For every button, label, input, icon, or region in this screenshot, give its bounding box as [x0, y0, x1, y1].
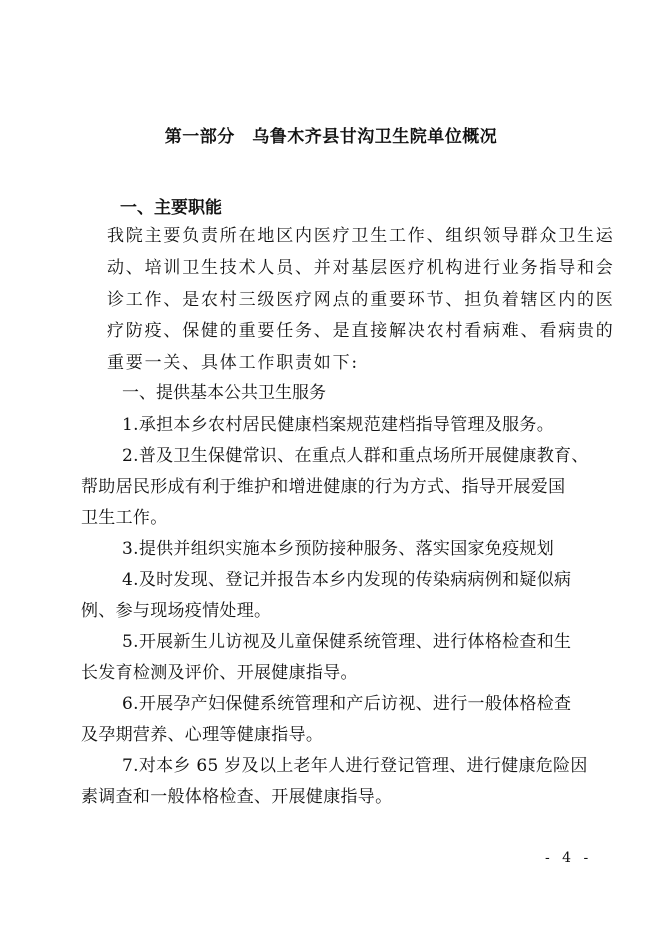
list-item-line: 1.承担本乡农村居民健康档案规范建档指导管理及服务。	[122, 415, 555, 435]
list-item-line: 3.提供并组织实施本乡预防接种服务、落实国家免疫规划	[122, 539, 555, 559]
list-item-line: 卫生工作。	[81, 508, 168, 528]
list-item-line: 7.对本乡 65 岁及以上老年人进行登记管理、进行健康危险因	[122, 756, 588, 776]
page-number: - 4 -	[545, 850, 593, 866]
intro-line: 重要一关、具体工作职责如下:	[107, 353, 359, 373]
list-item-line: 4.及时发现、登记并报告本乡内发现的传染病病例和疑似病	[122, 570, 572, 590]
intro-line: 动、培训卫生技术人员、并对基层医疗机构进行业务指导和会	[107, 258, 615, 278]
section-heading: 一、主要职能	[120, 198, 222, 218]
list-item-line: 6.开展孕产妇保健系统管理和产后访视、进行一般体格检查	[122, 694, 572, 714]
list-item-line: 帮助居民形成有利于维护和增进健康的行为方式、指导开展爱国	[81, 477, 566, 497]
list-item-line: 例、参与现场疫情处理。	[81, 601, 272, 621]
list-item-line: 素调查和一般体格检查、开展健康指导。	[81, 787, 393, 807]
list-item-line: 长发育检测及评价、开展健康指导。	[81, 663, 358, 683]
list-item-line: 2.普及卫生保健常识、在重点人群和重点场所开展健康教育、	[122, 446, 589, 466]
intro-line: 疗防疫、保健的重要任务、是直接解决农村看病难、看病贵的	[107, 321, 615, 341]
list-item-line: 及孕期营养、心理等健康指导。	[81, 725, 324, 745]
intro-line: 我院主要负责所在地区内医疗卫生工作、组织领导群众卫生运	[107, 226, 615, 246]
list-item-line: 5.开展新生儿访视及儿童保健系统管理、进行体格检查和生	[122, 632, 572, 652]
page-title: 第一部分 乌鲁木齐县甘沟卫生院单位概况	[164, 127, 498, 147]
subheading: 一、提供基本公共卫生服务	[122, 383, 326, 403]
intro-line: 诊工作、是农村三级医疗网点的重要环节、担负着辖区内的医	[107, 290, 615, 310]
